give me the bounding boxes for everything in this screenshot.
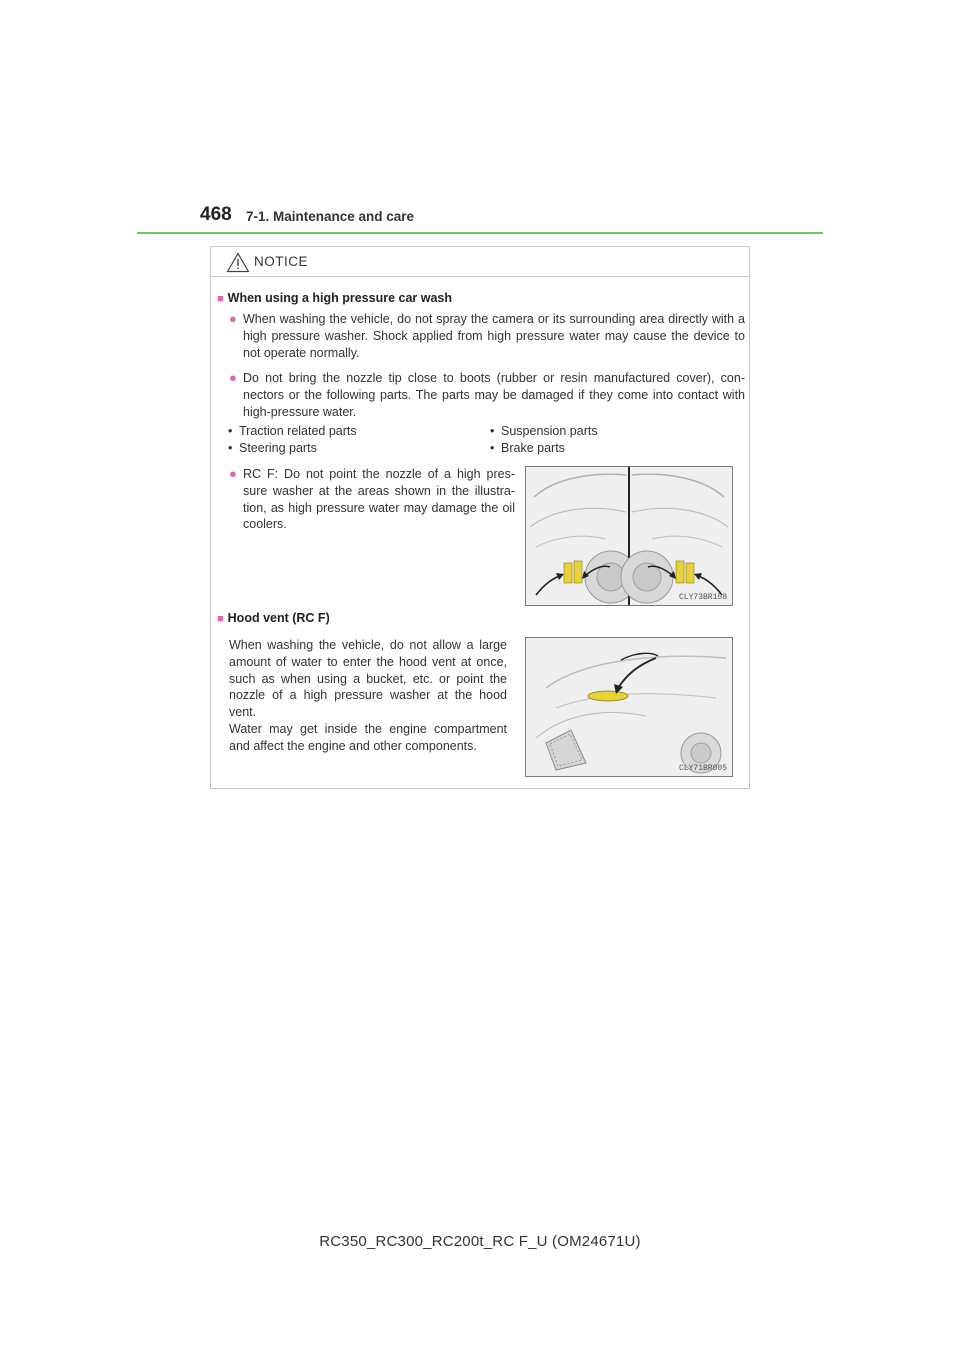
bullet-rcf-text: RC F: Do not point the nozzle of a high pres- sure washer at the areas shown in the illustra- tion, as high pressure water may damage the oil coolers. [243,467,515,532]
hood-vent-para-2: Water may get inside the engine compartment and affect the engine and other components. [229,722,507,753]
part-label: Suspension parts [501,424,598,438]
circle-bullet-icon: ● [229,466,237,481]
part-label: Brake parts [501,441,565,455]
hood-vent-para-1: When washing the vehicle, do not allow a large amount of water to enter the hood vent at once, such as when using a bucket, etc. or point the nozzle of a high pressure washer at the hood vent. [229,638,507,720]
document-id: RC350_RC300_RC200t_RC F_U (OM24671U) [319,1233,641,1250]
circle-bullet-icon: ● [229,370,237,385]
part-item: • Brake parts [490,441,565,455]
notice-header [211,247,749,277]
square-bullet-icon: ■ [217,613,224,625]
warning-triangle-icon [226,252,250,273]
hood-vent-illustration [525,637,733,777]
bullet-camera-text: When washing the vehicle, do not spray the camera or its surrounding area directly with a high pressure washer. Shock applied from high pressure water may cause the device to not operate normally. [243,312,745,360]
circle-bullet-icon: ● [229,311,237,326]
high-pressure-heading [217,291,452,305]
hood-vent-heading [217,611,330,625]
figure-code: CLY73BR158 [678,593,727,602]
hood-vent-title: Hood vent (RC F) [227,611,330,625]
part-item: • Traction related parts [228,424,357,438]
notice-title: NOTICE [254,254,309,269]
square-bullet-icon: ■ [217,293,224,305]
high-pressure-title: When using a high pressure car wash [227,291,453,305]
section-title: 7-1. Maintenance and care [246,209,415,224]
figure-code: CLY71BR005 [678,764,727,773]
bullet-camera [229,311,745,361]
part-label: Steering parts [239,441,317,455]
bullet-nozzle-text: Do not bring the nozzle tip close to boots (rubber or resin manufactured cover), con- nectors or the following parts. The parts may be damaged if they come into contact with high-pressure water. [243,371,745,419]
bullet-nozzle [229,370,745,420]
page-number: 468 [200,204,232,225]
notice-box [210,246,750,789]
oil-cooler-illustration [525,466,733,606]
bullet-rcf [229,466,515,533]
part-item: • Steering parts [228,441,317,455]
header-rule [137,232,823,234]
part-label: Traction related parts [239,424,357,438]
part-item: • Suspension parts [490,424,598,438]
